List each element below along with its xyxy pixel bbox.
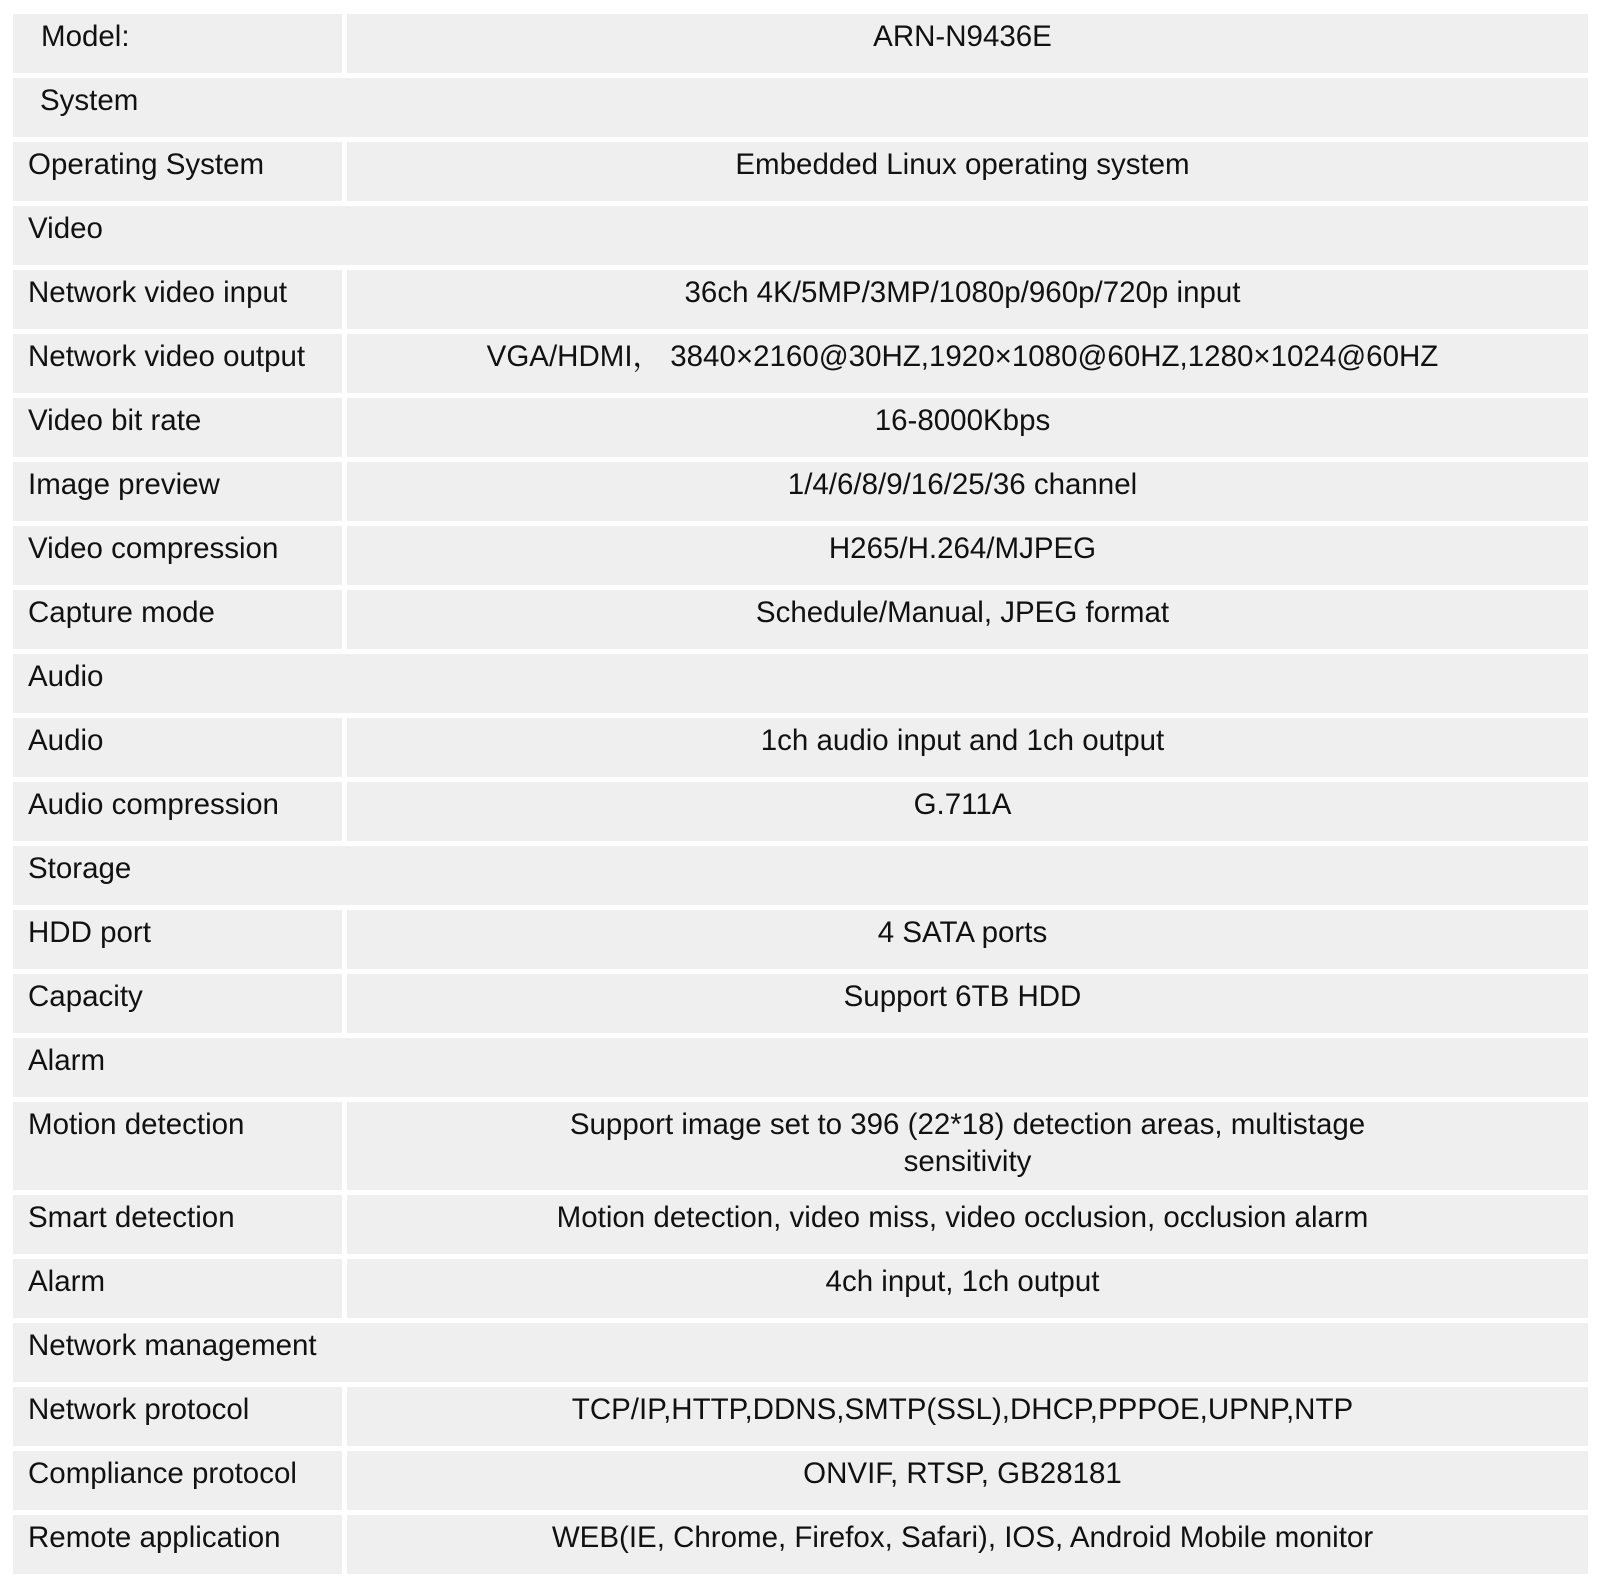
table-row (13, 526, 1588, 585)
spec-value: Support image set to 396 (22*18) detection areas, multistage sensitivity (347, 1102, 1588, 1190)
spec-label: Capacity (13, 974, 342, 1033)
table-row (13, 590, 1588, 649)
table-row (13, 398, 1588, 457)
spec-label: Video bit rate (13, 398, 342, 457)
section-header-alarm: Alarm (13, 1038, 1588, 1097)
spec-value: 4 SATA ports (347, 910, 1588, 969)
spec-value: ONVIF, RTSP, GB28181 (347, 1451, 1588, 1510)
spec-value: H265/H.264/MJPEG (347, 526, 1588, 585)
spec-value: 1/4/6/8/9/16/25/36 channel (347, 462, 1588, 521)
table-row (13, 1387, 1588, 1446)
spec-value: VGA/HDMI， 3840×2160@30HZ,1920×1080@60HZ,1280×1024@60HZ (347, 334, 1588, 393)
spec-label: Compliance protocol (13, 1451, 342, 1510)
spec-label: Remote application (13, 1515, 342, 1574)
spec-value: Support 6TB HDD (347, 974, 1588, 1033)
spec-label: Capture mode (13, 590, 342, 649)
spec-value: WEB(IE, Chrome, Firefox, Safari), IOS, Android Mobile monitor (347, 1515, 1588, 1574)
table-row (13, 1259, 1588, 1318)
table-row (13, 462, 1588, 521)
spec-label: HDD port (13, 910, 342, 969)
table-row (13, 1102, 1588, 1190)
spec-label: Video compression (13, 526, 342, 585)
spec-label: Operating System (13, 142, 342, 201)
table-row (13, 270, 1588, 329)
spec-value: G.711A (347, 782, 1588, 841)
spec-label: Audio compression (13, 782, 342, 841)
spec-value: 1ch audio input and 1ch output (347, 718, 1588, 777)
spec-value: 16-8000Kbps (347, 398, 1588, 457)
spec-label: Alarm (13, 1259, 342, 1318)
spec-label: Network video output (13, 334, 342, 393)
spec-value: Motion detection, video miss, video occlusion, occlusion alarm (347, 1195, 1588, 1254)
spec-label: Network video input (13, 270, 342, 329)
table-row (13, 334, 1588, 393)
table-row-model (13, 14, 1588, 73)
spec-value: 36ch 4K/5MP/3MP/1080p/960p/720p input (347, 270, 1588, 329)
spec-label: Network protocol (13, 1387, 342, 1446)
table-row (13, 782, 1588, 841)
table-row (13, 910, 1588, 969)
spec-table (13, 14, 1588, 1574)
spec-value: TCP/IP,HTTP,DDNS,SMTP(SSL),DHCP,PPPOE,UPNP,NTP (347, 1387, 1588, 1446)
spec-value: Schedule/Manual, JPEG format (347, 590, 1588, 649)
spec-value: 4ch input, 1ch output (347, 1259, 1588, 1318)
section-header-system: System (13, 78, 1588, 137)
section-header-storage: Storage (13, 846, 1588, 905)
section-header-video: Video (13, 206, 1588, 265)
spec-label: Audio (13, 718, 342, 777)
spec-value: Embedded Linux operating system (347, 142, 1588, 201)
table-row (13, 1195, 1588, 1254)
table-row (13, 1515, 1588, 1574)
table-row (13, 718, 1588, 777)
table-row (13, 142, 1588, 201)
table-row (13, 974, 1588, 1033)
spec-label: Motion detection (13, 1102, 342, 1190)
section-header-network-management: Network management (13, 1323, 1588, 1382)
section-header-audio: Audio (13, 654, 1588, 713)
spec-label: Image preview (13, 462, 342, 521)
model-value: ARN-N9436E (347, 14, 1588, 73)
model-label: Model: (13, 14, 342, 73)
table-row (13, 1451, 1588, 1510)
spec-label: Smart detection (13, 1195, 342, 1254)
